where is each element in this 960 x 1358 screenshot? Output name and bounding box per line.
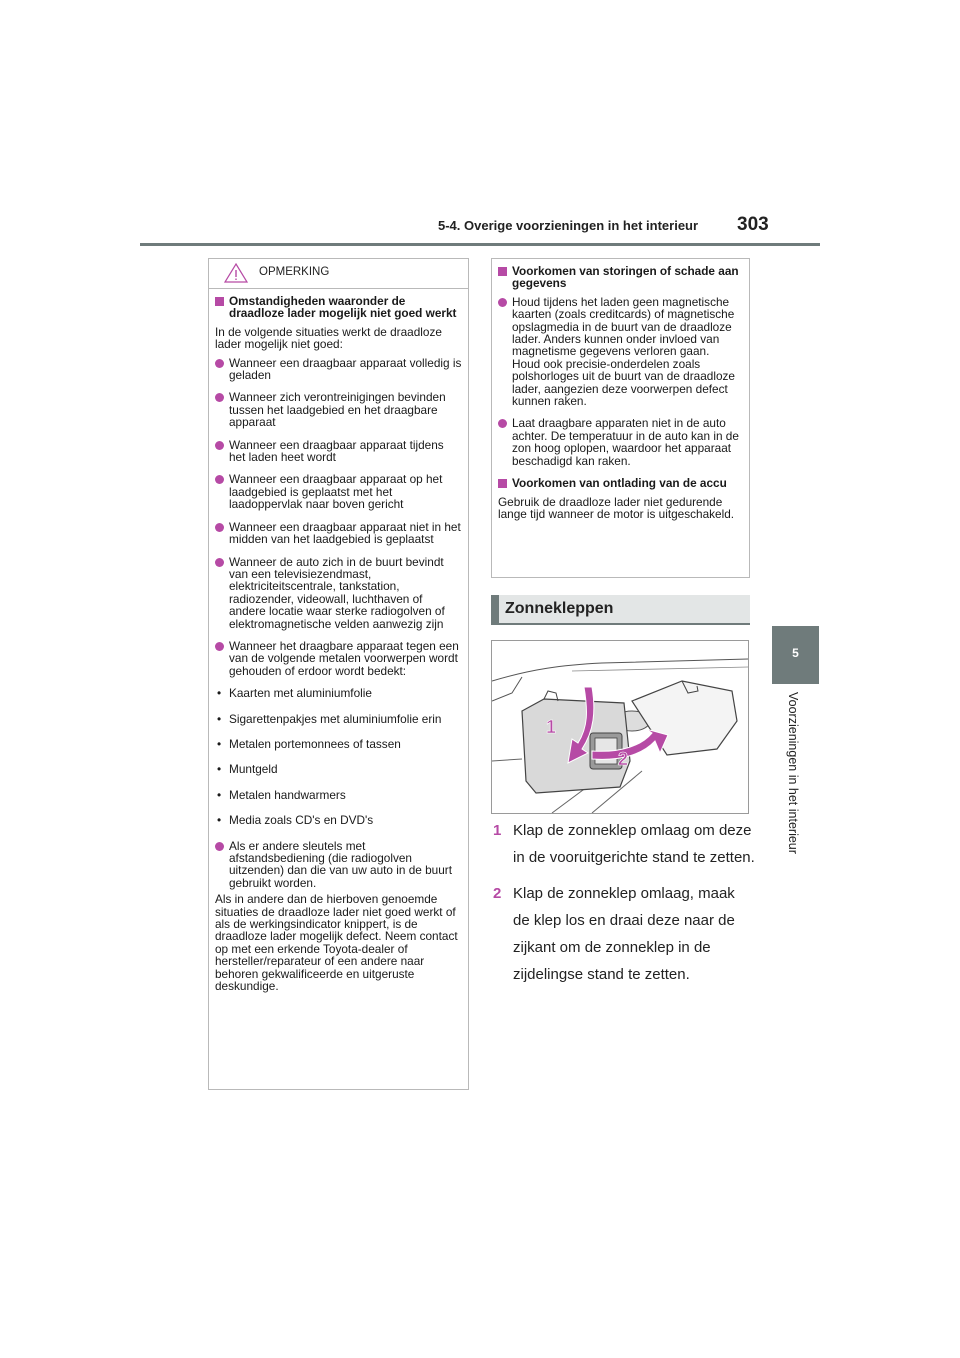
notice-heading-text: Voorkomen van ontlading van de accu [512, 476, 727, 491]
small-dot-icon: • [217, 711, 222, 726]
sub-list-item-text: Media zoals CD's en DVD's [229, 813, 374, 828]
step-number: 2 [493, 885, 502, 902]
list-item-text: Wanneer het draagbare apparaat tegen een van de volgende metalen voorwerpen wordt gehouden of erdoor wordt bedekt: [229, 638, 459, 678]
list-item [215, 391, 462, 428]
step-number: 1 [493, 822, 502, 839]
notice-header [209, 259, 468, 289]
notice-label: OPMERKING [259, 266, 330, 278]
list-item-text: Wanneer een draagbaar apparaat tijdens het laden heet wordt [229, 437, 444, 465]
small-dot-icon: • [217, 787, 222, 802]
round-bullet-icon [215, 558, 224, 567]
list-item-text: Laat draagbare apparaten niet in de auto achter. De temperatuur in de auto kan in de zon hoog oplopen, waardoor het apparaat beschadigd kan raken. [512, 416, 739, 468]
small-dot-icon: • [217, 736, 222, 751]
list-item-text: Wanneer een draagbaar apparaat volledig is geladen [229, 355, 462, 383]
list-item-text: Als er andere sleutels met afstandsbediening (die radiogolven uitzenden) dan die van uw auto in de buurt gebruikt worden. [229, 838, 452, 890]
header-rule [140, 243, 820, 246]
notice-paragraph: Gebruik de draadloze lader niet gedurende lange tijd wanneer de motor is uitgeschakeld. [498, 494, 735, 521]
list-item-text-extra: Houd ook precisie-onderdelen zoals polshorloges uit de buurt van de draadloze lader, aangezien deze voorwerpen defect kunnen raken. [512, 356, 735, 409]
round-bullet-icon [498, 298, 507, 307]
step-text: Klap de zonneklep omlaag om deze in de vooruitgerichte stand te zetten. [513, 822, 755, 866]
round-bullet-icon [215, 642, 224, 651]
sub-list-item [215, 814, 462, 826]
list-item [215, 840, 462, 890]
round-bullet-icon [215, 842, 224, 851]
sub-list-item-text: Metalen portemonnees of tassen [229, 736, 401, 751]
notice-closing: Als in andere dan de hierboven genoemde situaties de draadloze lader niet goed werkt of als de werkingsindicator knippert, is de draadloze lader mogelijk defect. Neem contact op met een erkende Toyota-dealer of hersteller/reparateur of een andere naar behoren gekwalificeerde en uitgeruste deskundige. [215, 892, 458, 994]
round-bullet-icon [215, 359, 224, 368]
section-title-bar [491, 595, 750, 625]
list-item [215, 640, 462, 677]
section-title: Zonnekleppen [505, 600, 614, 617]
list-item [215, 521, 462, 546]
chapter-tab: 5 [772, 626, 819, 684]
sun-visor-illustration [491, 640, 749, 814]
list-item [215, 357, 462, 382]
sub-list-item-text: Kaarten met aluminiumfolie [229, 686, 372, 701]
section-header-title: 5-4. Overige voorzieningen in het interieur [438, 218, 699, 233]
sub-list-item [215, 789, 462, 801]
step-text: Klap de zonneklep omlaag, maak de klep los en draai deze naar de zijkant om de zonneklep in de zijdelingse stand te zetten. [513, 885, 735, 983]
notice-intro: In de volgende situaties werkt de draadloze lader mogelijk niet goed: [215, 324, 442, 352]
notice-box-continued [491, 258, 750, 578]
small-dot-icon: • [217, 762, 222, 777]
notice-heading [215, 295, 462, 320]
square-bullet-icon [498, 479, 507, 488]
sub-list-item [215, 713, 462, 725]
list-item [215, 556, 462, 630]
chapter-side-title: Voorzieningen in het interieur [786, 692, 800, 854]
notice-heading-text: Omstandigheden waaronder de draadloze lader mogelijk niet goed werkt [229, 294, 457, 321]
square-bullet-icon [498, 267, 507, 276]
notice-heading [498, 265, 743, 290]
sub-list-item [215, 763, 462, 775]
callout-1: 1 [546, 717, 557, 737]
list-item [215, 473, 462, 510]
step-item [493, 880, 755, 988]
round-bullet-icon [498, 419, 507, 428]
round-bullet-icon [215, 523, 224, 532]
list-item [498, 296, 743, 408]
list-item-text: Wanneer de auto zich in de buurt bevindt van een televisiezendmast, elektriciteitscentrale, tankstation, radiozender, videowall, luchthaven of andere locatie waar sterke radiogolven of elektromagnetische velden aanwezig zijn [229, 554, 445, 631]
round-bullet-icon [215, 393, 224, 402]
small-dot-icon: • [217, 686, 222, 701]
callout-2: 2 [618, 749, 629, 769]
warning-triangle-icon [223, 262, 249, 284]
round-bullet-icon [215, 441, 224, 450]
notice-heading-text: Voorkomen van storingen of schade aan gegevens [512, 264, 739, 291]
page-number: 303 [737, 214, 769, 235]
list-item-text: Wanneer een draagbaar apparaat niet in het midden van het laadgebied is geplaatst [229, 519, 461, 547]
round-bullet-icon [215, 475, 224, 484]
sub-list-item [215, 738, 462, 750]
list-item-text: Wanneer een draagbaar apparaat op het laadgebied is geplaatst met het laadoppervlak naar boven gericht [229, 472, 443, 512]
sub-list-item-text: Sigarettenpakjes met aluminiumfolie erin [229, 711, 442, 726]
list-item [215, 439, 462, 464]
sub-list-item-text: Metalen handwarmers [229, 787, 346, 802]
notice-box [208, 258, 469, 1090]
sub-list-item-text: Muntgeld [229, 762, 278, 777]
list-item-text: Houd tijdens het laden geen magnetische kaarten (zoals creditcards) of magnetische opslagmedia in de buurt van de draadloze lader. Anders kunnen onder invloed van magnetisme gegevens verloren gaan. [512, 294, 735, 359]
sub-list-item [215, 687, 462, 699]
step-item [493, 817, 755, 871]
list-item [498, 417, 743, 467]
notice-heading [498, 477, 743, 489]
list-item-text: Wanneer zich verontreinigingen bevinden tussen het laadgebied en het draagbare apparaat [229, 390, 446, 430]
square-bullet-icon [215, 297, 224, 306]
small-dot-icon: • [217, 813, 222, 828]
sun-visor-drawing [492, 641, 748, 813]
